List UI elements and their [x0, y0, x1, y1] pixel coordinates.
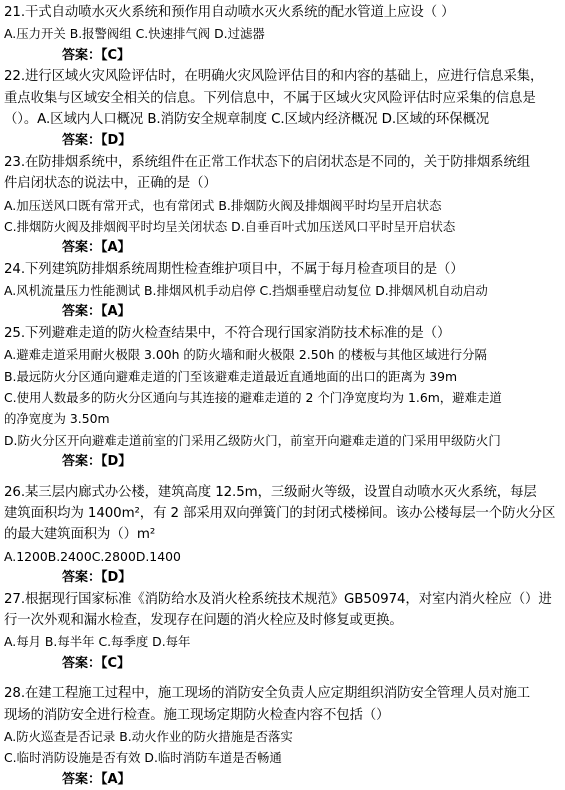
question-24-stem: 24.下列建筑防排烟系统周期性检查维护项目中，不属于每月检查项目的是（） — [4, 261, 464, 277]
question-25-option-d: D.防火分区开向避难走道前室的门采用乙级防火门，前室开向避难走道的门采用甲级防火门 — [4, 432, 501, 448]
question-28-answer: 答案：【A】 — [62, 771, 131, 787]
question-25-option-b: B.最远防火分区通向避难走道的门至该避难走道最近直通地面的出口的距离为 39m — [4, 368, 458, 384]
question-25-stem: 25.下列避难走道的防火检查结果中，不符合现行国家消防技术标准的是（） — [4, 325, 451, 341]
question-21-options: A.压力开关 B.报警阀组 C.快速排气阀 D.过滤器 — [4, 26, 265, 42]
question-23-stem-line-1: 23.在防排烟系统中，系统组件在正常工作状态下的启闭状态是不同的，关于防排烟系统组 — [4, 154, 531, 170]
question-25-option-c-line-1: C.使用人数最多的防火分区通向与其连接的避难走道的 2 个门净宽度均为 1.6m，避难走道 — [4, 390, 502, 406]
question-28-options-line-1: A.防火巡查是否记录 B.动火作业的防火措施是否落实 — [4, 728, 293, 744]
question-23-answer: 答案：【A】 — [62, 240, 131, 256]
question-23 — [4, 152, 562, 259]
question-22-answer: 答案：【D】 — [62, 133, 132, 149]
question-24-options: A.风机流量压力性能测试 B.排烟风机手动启停 C.挡烟垂壁启动复位 D.排烟风机自动启动 — [4, 283, 488, 299]
question-26-stem-line-2: 建筑面积均为 1400m²，有 2 部采用双向弹簧门的封闭式楼梯间。该办公楼每层一个防火分区 — [4, 505, 556, 521]
question-25-option-a: A.避难走道采用耐火极限 3.00h 的防火墙和耐火极限 2.50h 的楼板与其他区域进行分隔 — [4, 347, 487, 363]
question-26 — [4, 482, 562, 589]
question-23-stem-line-2: 件启闭状态的说法中，正确的是（） — [4, 176, 217, 192]
question-28 — [4, 683, 562, 790]
question-21-stem: 21.干式自动喷水灭火系统和预作用自动喷水灭火系统的配水管道上应设（ ） — [4, 5, 455, 20]
question-28-options-line-2: C.临时消防设施是否有效 D.临时消防车道是否畅通 — [4, 750, 282, 766]
question-22-stem-line-2: 重点收集与区域安全相关的信息。下列信息中，不属于区域火灾风险评估时应采集的信息是 — [4, 90, 536, 106]
question-21 — [4, 2, 562, 66]
question-28-stem-line-1: 28.在建工程施工过程中，施工现场的消防安全负责人应定期组织消防安全管理人员对施工 — [4, 686, 531, 702]
spacer — [4, 473, 562, 482]
question-26-options: A.1200B.2400C.2800D.1400 — [4, 548, 181, 564]
question-22-stem-line-3: （）。A.区域内人口概况 B.消防安全规章制度 C.区域内经济概况 D.区域的环保概况 — [4, 111, 490, 127]
question-21-answer: 答案：【C】 — [62, 47, 131, 63]
question-24 — [4, 259, 562, 323]
question-22 — [4, 66, 562, 152]
question-27 — [4, 589, 562, 675]
question-28-stem-line-2: 现场的消防安全进行检查。施工现场定期防火检查内容不包括（） — [4, 707, 390, 723]
question-25-option-c-line-2: 的净宽度为 3.50m — [4, 411, 110, 427]
exam-document — [4, 2, 562, 790]
question-24-answer: 答案：【A】 — [62, 304, 131, 320]
question-23-options-line-2: C.排烟防火阀及排烟阀平时均呈关闭状态 D.自垂百叶式加压送风口平时呈开启状态 — [4, 218, 456, 234]
question-25-answer: 答案：【D】 — [62, 454, 132, 470]
question-27-answer: 答案：【C】 — [62, 655, 131, 671]
question-22-stem-line-1: 22.进行区域火灾风险评估时，在明确火灾风险评估目的和内容的基础上，应进行信息采集， — [4, 69, 544, 85]
question-26-stem-line-1: 26.某三层内廊式办公楼，建筑高度 12.5m，三级耐火等级，设置自动喷水灭火系统，每层 — [4, 484, 537, 500]
question-27-stem-line-2: 行一次外观和漏水检查，发现存在问题的消火栓应及时修复或更换。 — [4, 612, 403, 628]
question-25 — [4, 323, 562, 473]
question-26-answer: 答案：【D】 — [62, 570, 132, 586]
question-27-options: A.每月 B.每半年 C.每季度 D.每年 — [4, 634, 191, 650]
question-23-options-line-1: A.加压送风口既有常开式，也有常闭式 B.排烟防火阀及排烟阀平时均呈开启状态 — [4, 197, 442, 213]
question-26-stem-line-3: 的最大建筑面积为（）m² — [4, 527, 156, 543]
question-27-stem-line-1: 27.根据现行国家标准《消防给水及消火栓系统技术规范》GB50974，对室内消火栓应（）进 — [4, 591, 552, 607]
spacer — [4, 674, 562, 683]
